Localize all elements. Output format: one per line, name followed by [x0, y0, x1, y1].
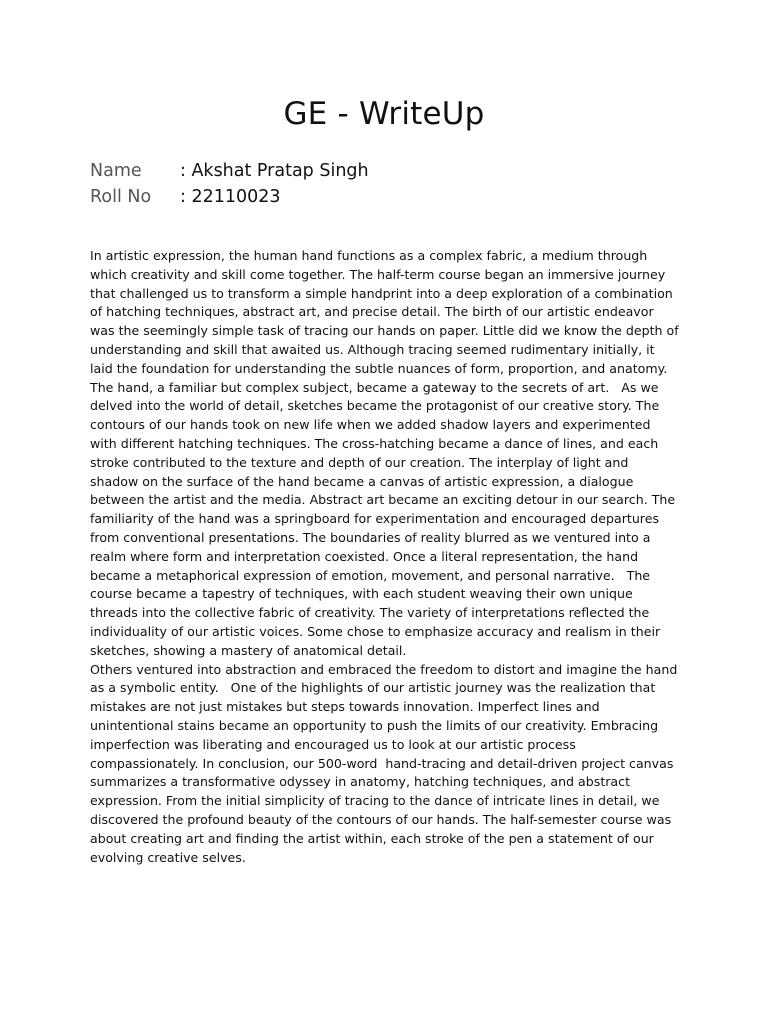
- roll-no-row: [90, 184, 690, 210]
- name-row: [90, 158, 690, 184]
- student-info: [90, 158, 690, 210]
- roll-no-value: : 22110023: [180, 187, 281, 207]
- name-value: : Akshat Pratap Singh: [180, 161, 369, 181]
- document-title: GE - WriteUp: [283, 96, 485, 132]
- essay-paragraph-1: In artistic expression, the human hand functions as a complex fabric, a medium through which creativity and skill come together. The half-term course began an immersive journey that challenged us to transform a simple handprint into a deep exploration of a combination of hatching techniques, abstract art, and precise detail. The birth of our artistic endeavor was the seemingly simple task of tracing our hands on paper. Little did we know the depth of understanding and skill that awaited us. Although tracing seemed rudimentary initially, it laid the foundation for understanding the subtle nuances of form, proportion, and anatomy. The hand, a familiar but complex subject, became a gateway to the secrets of art. As we delved into the world of detail, sketches became the protagonist of our creative story. The contours of our hands took on new life when we added shadow layers and experimented with different hatching techniques. The cross-hatching became a dance of lines, and each stroke contributed to the texture and depth of our creation. The interplay of light and shadow on the surface of the hand became a canvas of artistic expression, a dialogue between the artist and the media. Abstract art became an exciting detour in our search. The familiarity of the hand was a springboard for experimentation and encouraged departures from conventional presentations. The boundaries of reality blurred as we ventured into a realm where form and interpretation coexisted. Once a literal representation, the hand became a metaphorical expression of emotion, movement, and personal narrative. The course became a tapestry of techniques, with each student weaving their own unique threads into the collective fabric of creativity. The variety of interpretations reflected the individuality of our artistic voices. Some chose to emphasize accuracy and realism in their sketches, showing a mastery of anatomical detail.: [90, 248, 683, 658]
- essay-body: [90, 247, 683, 867]
- essay-paragraph-2: Others ventured into abstraction and embraced the freedom to distort and imagine the hand as a symbolic entity. One of the highlights of our artistic journey was the realization that mistakes are not just mistakes but steps towards innovation. Imperfect lines and unintentional stains became an opportunity to push the limits of our creativity. Embracing imperfection was liberating and encouraged us to look at our artistic process compassionately. In conclusion, our 500-word hand-tracing and detail-driven project canvas summarizes a transformative odyssey in anatomy, hatching techniques, and abstract expression. From the initial simplicity of tracing to the dance of intricate lines in detail, we discovered the profound beauty of the contours of our hands. The half-semester course was about creating art and finding the artist within, each stroke of the pen a statement of our evolving creative selves.: [90, 661, 682, 865]
- roll-no-label: Roll No: [90, 187, 152, 207]
- name-label: Name: [90, 161, 142, 181]
